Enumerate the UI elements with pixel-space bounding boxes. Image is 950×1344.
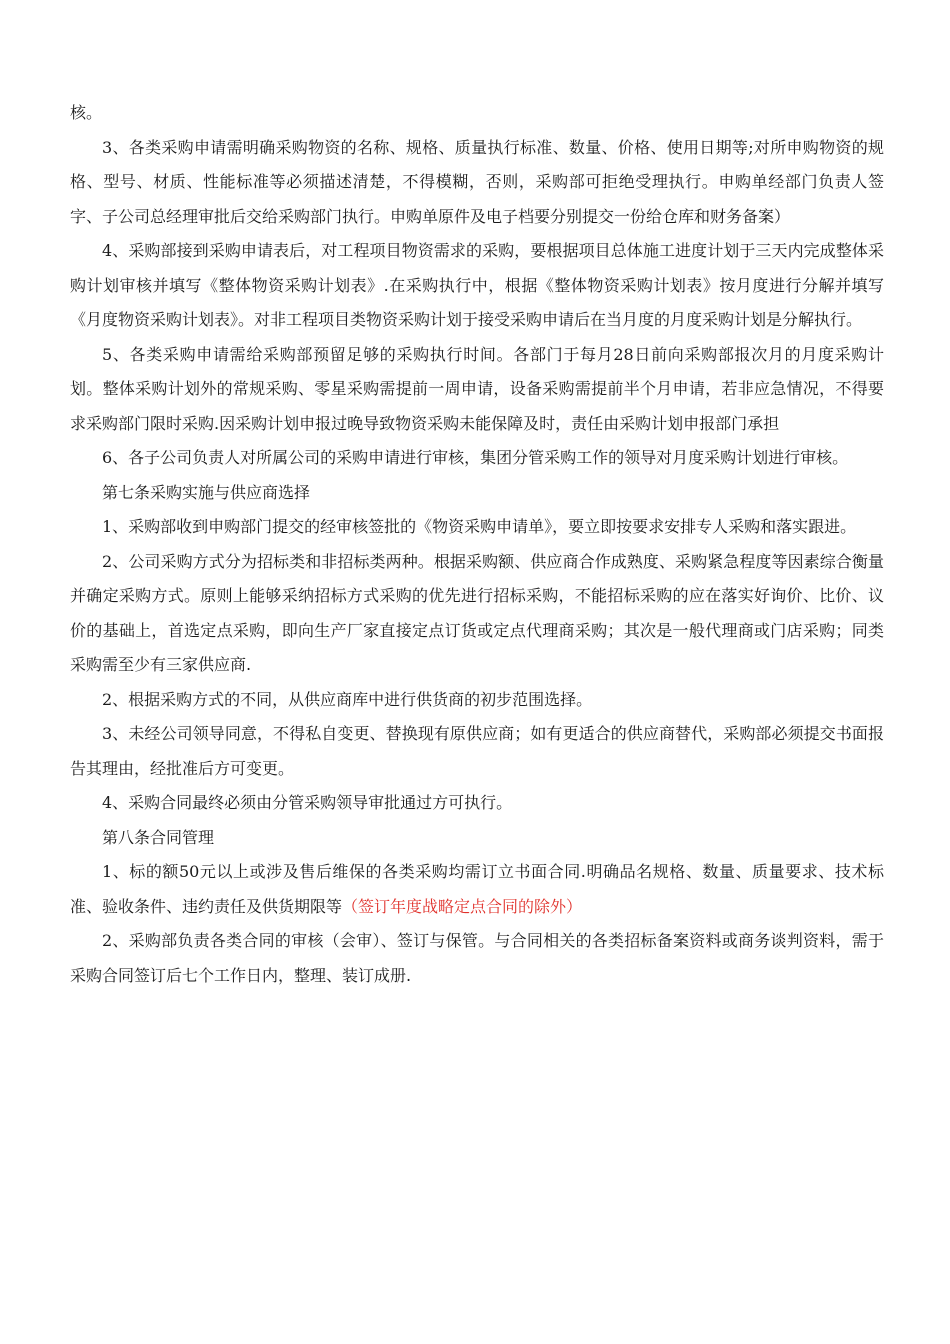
document-body	[70, 96, 884, 993]
paragraph: 2、公司采购方式分为招标类和非招标类两种。根据采购额、供应商合作成熟度、采购紧急程度等因素综合衡量并确定采购方式。原则上能够采纳招标方式采购的优先进行招标采购，不能招标采购的应在落实好询价、比价、议价的基础上，首选定点采购，即向生产厂家直接定点订货或定点代理商采购；其次是一般代理商或门店采购；同类采购需至少有三家供应商.	[70, 551, 884, 674]
paragraph: 5、各类采购申请需给采购部预留足够的采购执行时间。各部门于每月28日前向采购部报次月的月度采购计划。整体采购计划外的常规采购、零星采购需提前一周申请，设备采购需提前半个月申请，若非应急情况，不得要求采购部门限时采购.因采购计划申报过晚导致物资采购未能保障及时，责任由采购计划申报部门承担	[70, 344, 884, 433]
section-heading: 第七条采购实施与供应商选择	[102, 482, 311, 502]
paragraph	[70, 855, 884, 924]
paragraph: 核。	[70, 103, 103, 122]
paragraph: 3、未经公司领导同意，不得私自变更、替换现有原供应商；如有更适合的供应商替代，采购部必须提交书面报告其理由，经批准后方可变更。	[70, 724, 884, 778]
paragraph: 4、采购合同最终必须由分管采购领导审批通过方可执行。	[102, 793, 513, 812]
paragraph: 3、各类采购申请需明确采购物资的名称、规格、质量执行标准、数量、价格、使用日期等;对所申购物资的规格、型号、材质、性能标准等必须描述清楚，不得模糊，否则，采购部可拒绝受理执行。申购单经部门负责人签字、子公司总经理审批后交给采购部门执行。申购单原件及电子档要分别提交一份给仓库和财务备案）	[70, 137, 884, 226]
paragraph: 6、各子公司负责人对所属公司的采购申请进行审核，集团分管采购工作的领导对月度采购计划进行审核。	[102, 448, 849, 467]
paragraph: 2、采购部负责各类合同的审核（会审）、签订与保管。与合同相关的各类招标备案资料或商务谈判资料，需于采购合同签订后七个工作日内，整理、装订成册.	[70, 931, 884, 985]
section-heading: 第八条合同管理	[102, 827, 215, 847]
highlighted-note: （签订年度战略定点合同的除外）	[342, 896, 583, 916]
paragraph: 1、采购部收到申购部门提交的经审核签批的《物资采购申请单》，要立即按要求安排专人采购和落实跟进。	[102, 517, 857, 536]
paragraph: 2、根据采购方式的不同，从供应商库中进行供货商的初步范围选择。	[102, 689, 593, 709]
paragraph-text: 1、标的额50元以上或涉及售后维保的各类采购均需订立书面合同.明确品名规格、数量、质量要求、技术标准、验收条件、违约责任及供货期限等	[70, 862, 884, 916]
paragraph: 4、采购部接到采购申请表后，对工程项目物资需求的采购，要根据项目总体施工进度计划于三天内完成整体采购计划审核并填写《整体物资采购计划表》.在采购执行中，根据《整体物资采购计划表》按月度进行分解并填写《月度物资采购计划表》。对非工程项目类物资采购计划于接受采购申请后在当月度的月度采购计划是分解执行。	[70, 241, 884, 329]
